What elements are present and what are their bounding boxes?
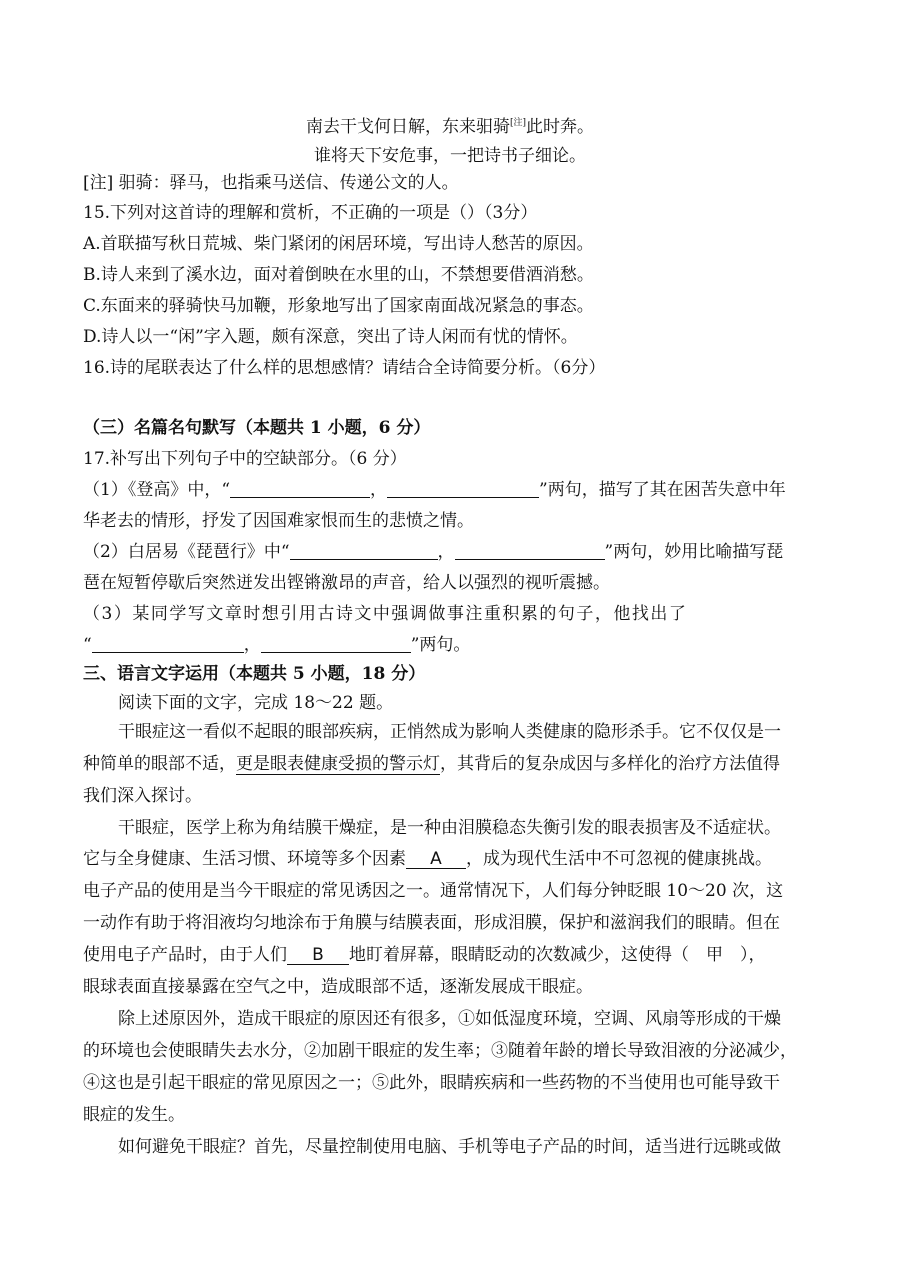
p2-line5 (83, 942, 822, 968)
p1-underlined-phrase: 更是眼表健康受损的警示灯 (236, 754, 440, 774)
p3-line4: 眼症的发生。 (83, 1105, 185, 1125)
p3-line2: 的环境也会使眼睛失去水分，②加剧干眼症的发生率；③随着年龄的增长导致泪液的分泌减少， (83, 1041, 797, 1061)
poem-note: [注] 驲骑：驿马，也指乘马送信、传递公文的人。 (83, 173, 459, 193)
poem-line-1-a: 南去干戈何日解，东来驲骑 (305, 117, 510, 137)
poem-line-1-b: 此时奔。 (526, 117, 595, 137)
q17-item2-line2: 琶在短暂停歇后突然迸发出铿锵激昂的声音，给人以强烈的视听震撼。 (83, 573, 610, 593)
q17-item1-line2: 华老去的情形，抒发了因国难家恨而生的悲愤之情。 (83, 511, 474, 531)
p4-line1: 如何避免干眼症？首先，尽量控制使用电脑、手机等电子产品的时间，适当进行远眺或做 (118, 1137, 781, 1157)
p2-line2-a: 它与全身健康、生活习惯、环境等多个因素 (83, 849, 406, 869)
q17-item2-suffix: ”两句，妙用比喻描写琵 (604, 542, 784, 562)
part3-intro: 阅读下面的文字，完成 18～22 题。 (118, 693, 394, 713)
p1-line3: 我们深入探讨。 (83, 786, 202, 806)
poem-line-2: 谁将天下安危事，一把诗书子细论。 (314, 146, 586, 166)
q17-item2-blank-1[interactable] (290, 541, 438, 560)
poem-note-marker: [注] (509, 118, 527, 128)
q17-item2-blank-2[interactable] (455, 541, 605, 560)
q17-item1-blank-1[interactable] (230, 479, 370, 498)
p3-line3: ④这也是引起干眼症的常见原因之一；⑤此外，眼睛疾病和一些药物的不当使用也可能导致干 (83, 1073, 780, 1093)
q17-item1-sep: ， (370, 480, 388, 500)
q15-option-a: A.首联描写秋日荒城、柴门紧闭的闲居环境，写出诗人愁苦的原因。 (83, 234, 594, 254)
q15-option-d: D.诗人以一“闲”字入题，颇有深意，突出了诗人闲而有忧的情怀。 (83, 327, 578, 347)
q17-item2 (83, 539, 822, 565)
q17-item3-line1: （3）某同学写文章时想引用古诗文中强调做事注重积累的句子，他找出了 (83, 604, 688, 624)
q15-option-b: B.诗人来到了溪水边，面对着倒映在水里的山，不禁想要借酒消愁。 (83, 265, 594, 285)
p2-line6: 眼球表面直接暴露在空气之中，造成眼部不适，逐渐发展成干眼症。 (83, 977, 593, 997)
q17-item1 (83, 477, 822, 503)
q17-item3-open-quote: “ (83, 635, 92, 655)
q17-item1-suffix: ”两句，描写了其在困苦失意中年 (539, 480, 786, 500)
p2-line2-b: ，成为现代生活中不可忽视的健康挑战。 (466, 849, 772, 869)
poem-line-1 (0, 110, 900, 140)
q17-item3-suffix: ”两句。 (410, 635, 471, 655)
p1-line2 (83, 751, 822, 777)
p1-line2-b: ，其背后的复杂成因与多样化的治疗方法值得 (440, 754, 780, 774)
q17-item3-blank-1[interactable] (92, 634, 244, 653)
p3-line1: 除上述原因外，造成干眼症的原因还有很多，①如低湿度环境，空调、风扇等形成的干燥 (118, 1009, 781, 1029)
q17-item3-blank-2[interactable] (261, 634, 411, 653)
q17-item3-sep: ， (243, 635, 261, 655)
p2-line4: 一动作有助于将泪液均匀地涂布于角膜与结膜表面，形成泪膜，保护和滋润我们的眼睛。但在 (83, 913, 780, 933)
p1-line1: 干眼症这一看似不起眼的眼部疾病，正悄然成为影响人类健康的隐形杀手。它不仅仅是一 (118, 722, 781, 742)
q17-stem: 17.补写出下列句子中的空缺部分。（6 分） (83, 449, 407, 469)
p2-line5-a: 使用电子产品时，由于人们 (83, 945, 287, 965)
q16-stem: 16.诗的尾联表达了什么样的思想感情？请结合全诗简要分析。（6分） (83, 358, 606, 378)
p2-line3: 电子产品的使用是当今干眼症的常见诱因之一。通常情况下，人们每分钟眨眼 10～20 次，这 (83, 881, 784, 901)
p2-line1: 干眼症，医学上称为角结膜干燥症，是一种由泪膜稳态失衡引发的眼表损害及不适症状。 (118, 818, 781, 838)
q15-option-c: C.东面来的驿骑快马加鞭，形象地写出了国家南面战况紧急的事态。 (83, 296, 594, 316)
blank-a[interactable]: A (406, 850, 466, 869)
q17-item1-prefix: （1）《登高》中，“ (83, 480, 231, 500)
part3-heading: 三、语言文字运用（本题共 5 小题，18 分） (83, 664, 426, 684)
p2-line5-b: 地盯着屏幕，眼睛眨动的次数减少，这使得（ 甲 ）， (349, 945, 766, 965)
q17-item2-prefix: （2）白居易《琵琶行》中“ (83, 542, 290, 562)
blank-b[interactable]: B (287, 946, 349, 965)
section3-heading: （三）名篇名句默写（本题共 1 小题，6 分） (83, 418, 431, 438)
q17-item2-sep: ， (437, 542, 455, 562)
q15-stem: 15.下列对这首诗的理解和赏析，不正确的一项是（）（3分） (83, 203, 538, 223)
p1-line2-a: 种简单的眼部不适， (83, 754, 236, 774)
q17-item3-line2 (83, 632, 822, 658)
q17-item1-blank-2[interactable] (387, 479, 539, 498)
p2-line2 (83, 846, 822, 872)
